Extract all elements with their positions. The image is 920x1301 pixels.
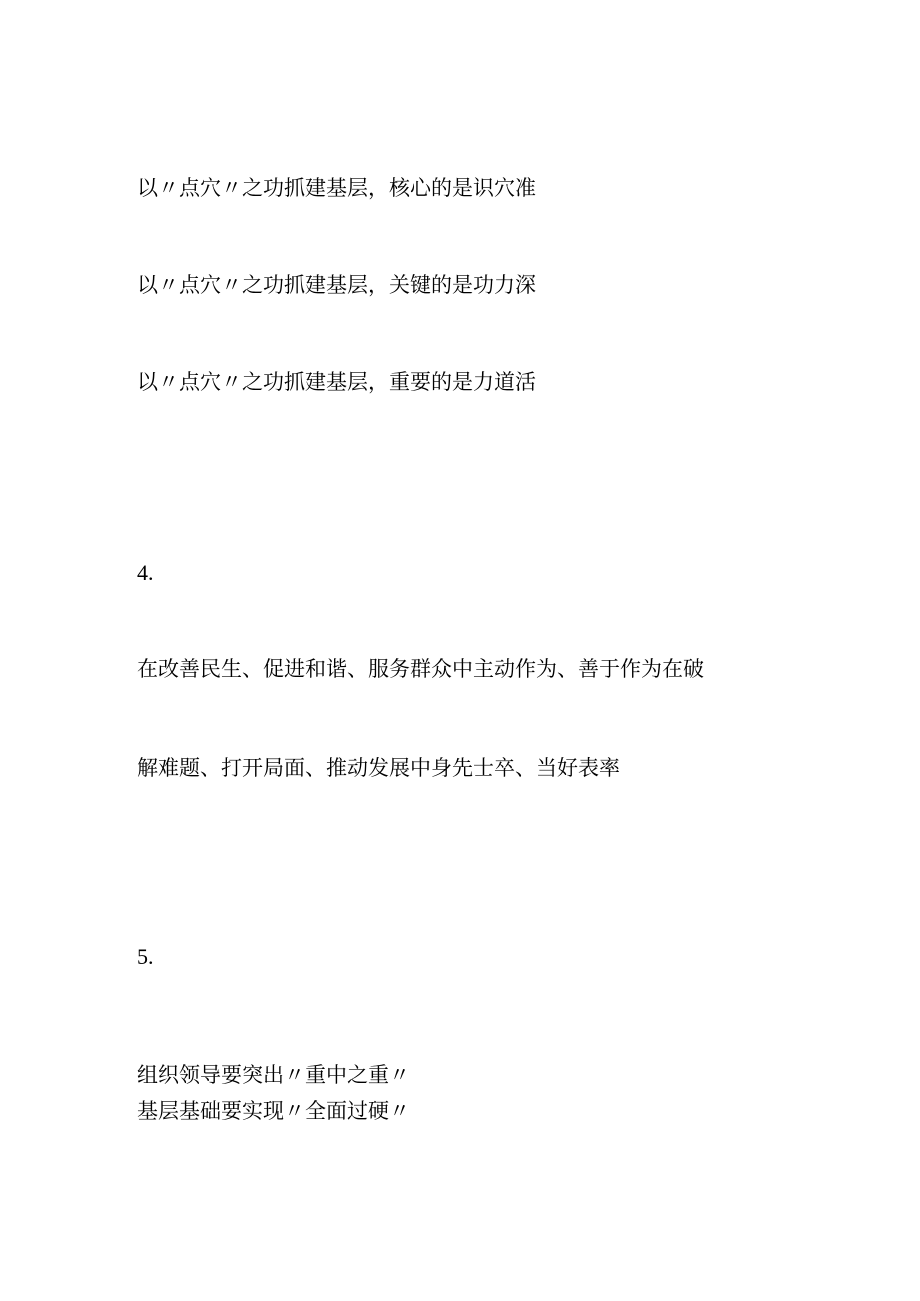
text-line: 解难题、打开局面、推动发展中身先士卒、当好表率	[137, 756, 620, 780]
text-line: 基层基础要实现〃全面过硬〃	[137, 1099, 410, 1123]
text-line: 以〃点穴〃之功抓建基层，核心的是识穴准	[137, 176, 536, 200]
section-number: 5.	[137, 944, 154, 969]
text-line: 组织领导要突出〃重中之重〃	[137, 1063, 410, 1087]
section-number: 4.	[137, 560, 154, 585]
text-line: 以〃点穴〃之功抓建基层，关键的是功力深	[137, 273, 536, 297]
text-line: 以〃点穴〃之功抓建基层，重要的是力道活	[137, 370, 536, 394]
text-line: 在改善民生、促进和谐、服务群众中主动作为、善于作为在破	[137, 657, 704, 681]
